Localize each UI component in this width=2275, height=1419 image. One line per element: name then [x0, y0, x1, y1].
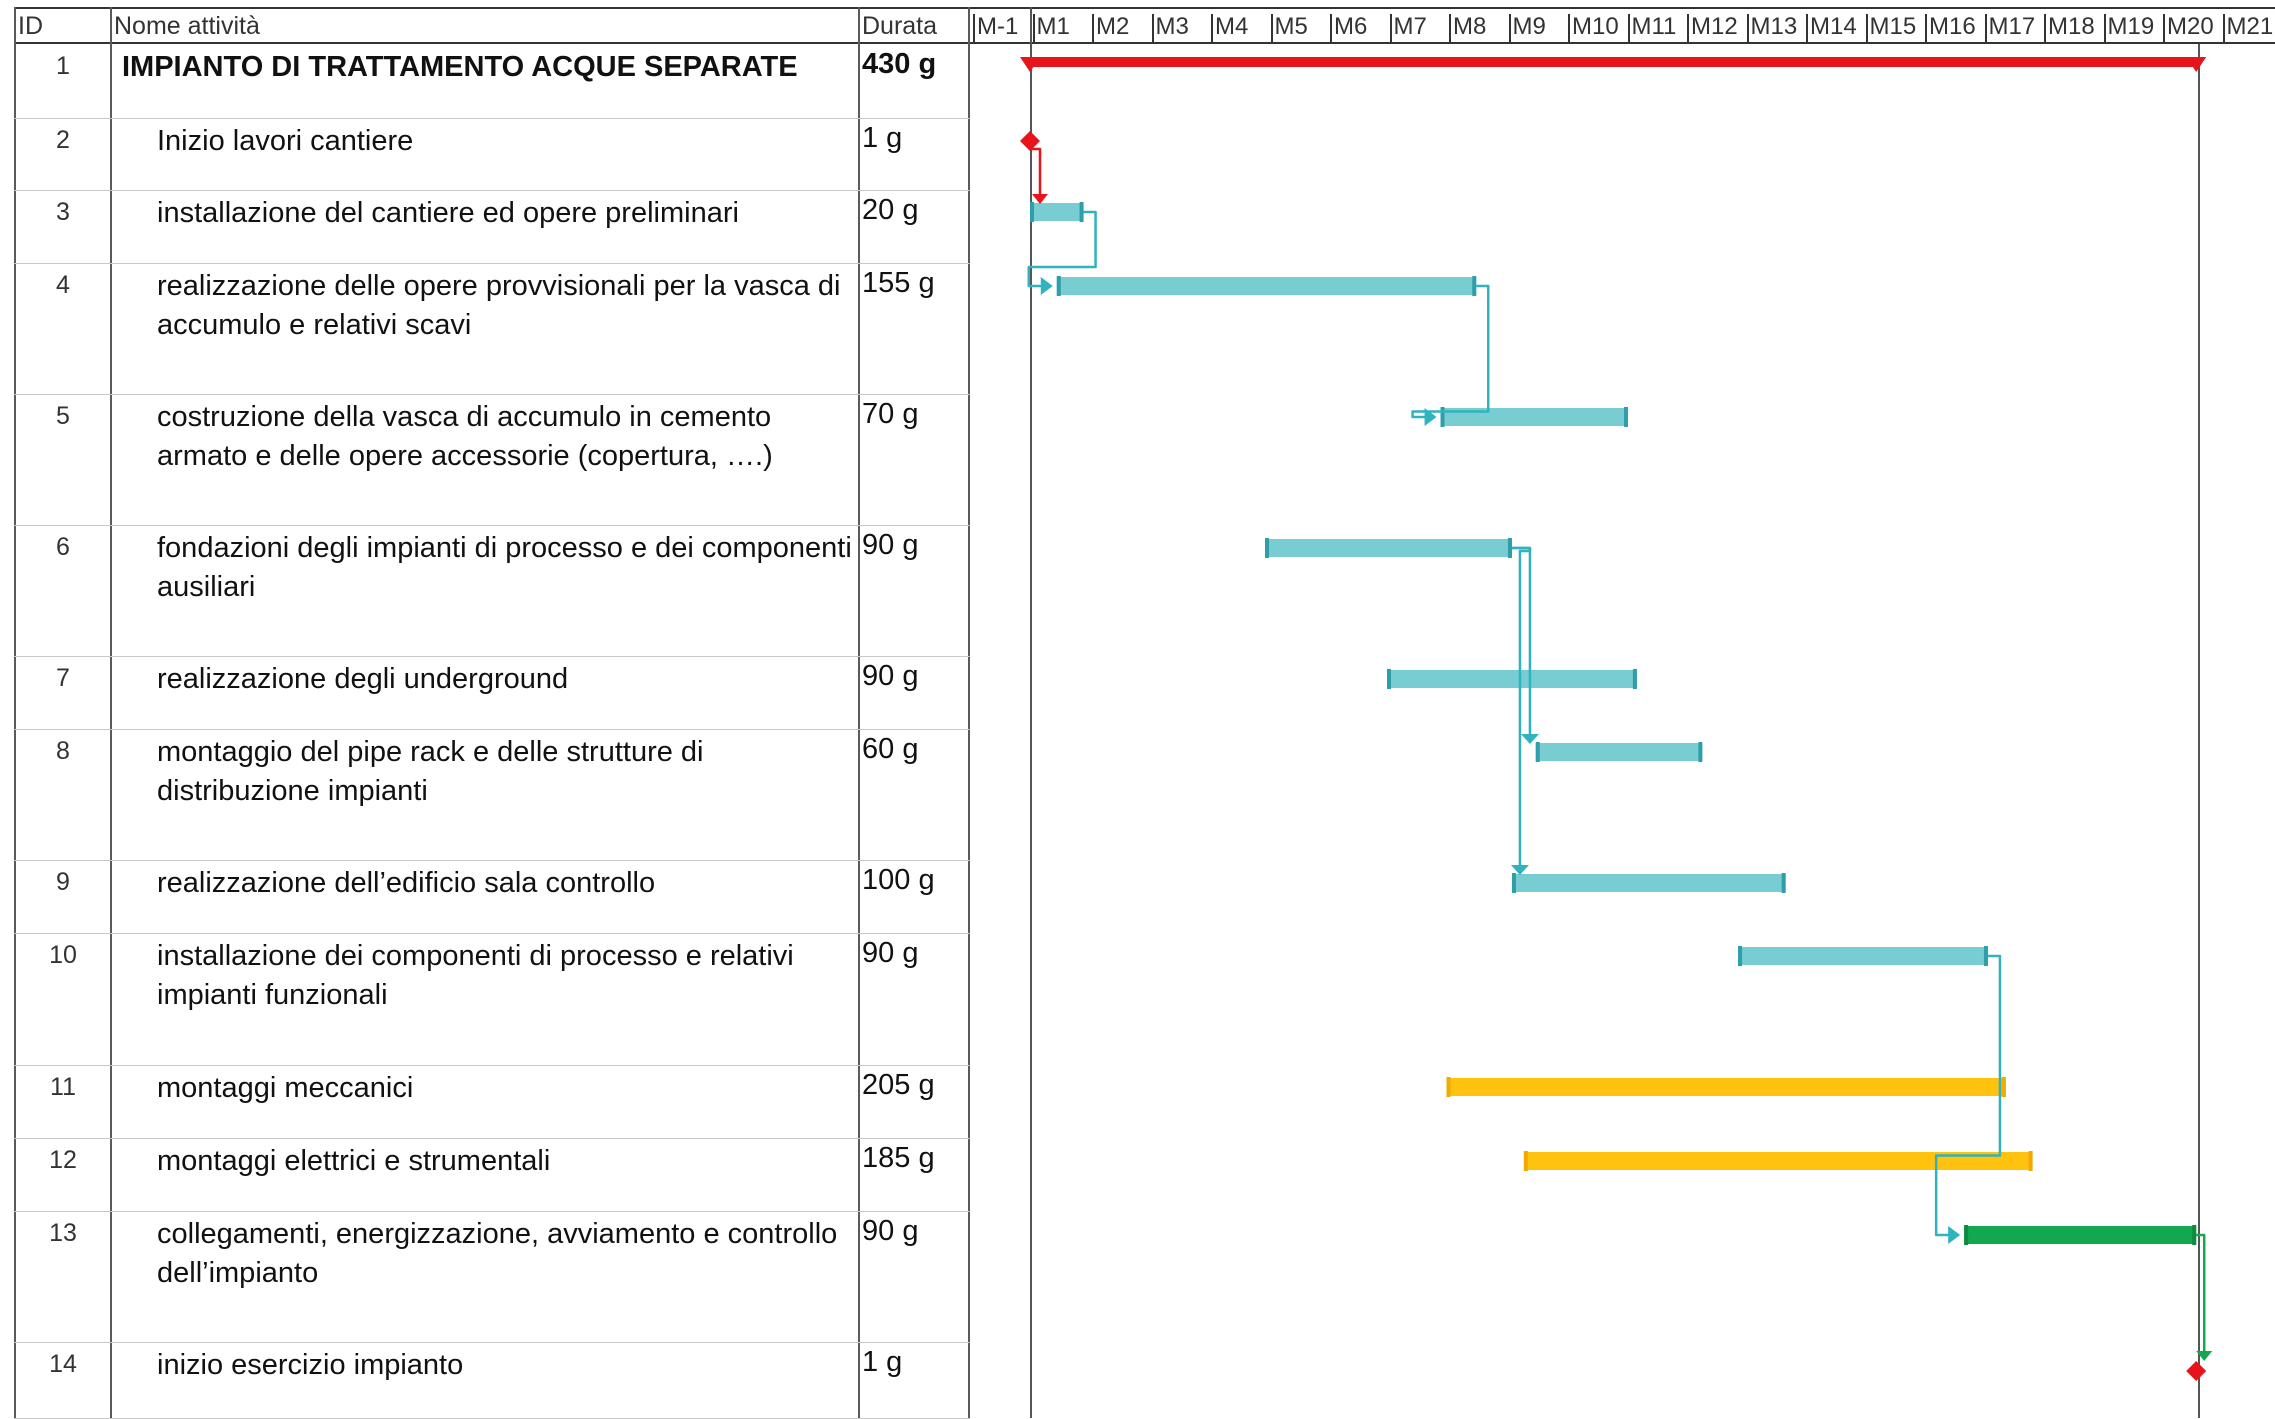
- task-bar-end-mark: [2002, 1077, 2006, 1097]
- task-bar-start-mark: [1387, 669, 1391, 689]
- task-bar: [1265, 539, 1512, 557]
- task-name[interactable]: IMPIANTO DI TRATTAMENTO ACQUE SEPARATE: [122, 51, 798, 83]
- task-bar: [1057, 277, 1476, 295]
- task-id: 12: [49, 1146, 77, 1174]
- task-bar-end-mark: [1633, 669, 1637, 689]
- task-name[interactable]: inizio esercizio impianto: [157, 1349, 464, 1381]
- task-duration: 185 g: [862, 1142, 935, 1174]
- month-label: M5: [1274, 13, 1308, 40]
- task-bar: [1536, 743, 1703, 761]
- task-bar-start-mark: [1441, 407, 1445, 427]
- task-bar-end-mark: [2029, 1151, 2033, 1171]
- month-label: M18: [2048, 13, 2095, 40]
- task-bar-end-mark: [1624, 407, 1628, 427]
- month-label: M11: [1631, 13, 1677, 40]
- task-duration: 100 g: [862, 864, 935, 896]
- month-label: M15: [1869, 13, 1917, 40]
- month-label: M1: [1036, 13, 1070, 40]
- task-bar: [1387, 670, 1637, 688]
- month-label: M20: [2167, 13, 2214, 40]
- milestone-diamond: [2186, 1361, 2206, 1381]
- task-name[interactable]: installazione dei componenti di processo e relativi impianti funzionali: [157, 940, 794, 1011]
- task-id: 11: [50, 1073, 76, 1101]
- task-name[interactable]: montaggi meccanici: [157, 1072, 414, 1104]
- month-label: M10: [1572, 13, 1619, 40]
- task-duration: 20 g: [862, 194, 919, 226]
- summary-bar: [1030, 57, 2196, 67]
- month-label: M2: [1096, 13, 1130, 40]
- dependency-arrowhead: [1948, 1226, 1960, 1244]
- task-id: 2: [56, 126, 70, 154]
- task-bar-end-mark: [2192, 1225, 2196, 1245]
- task-duration: 90 g: [862, 937, 919, 969]
- task-bar-end-mark: [1472, 276, 1476, 296]
- task-duration: 90 g: [862, 1215, 919, 1247]
- task-duration: 60 g: [862, 733, 919, 765]
- task-name[interactable]: Inizio lavori cantiere: [157, 125, 414, 157]
- task-name[interactable]: realizzazione delle opere provvisionali per la vasca di accumulo e relativi scavi: [157, 270, 841, 341]
- month-label: M16: [1929, 13, 1976, 40]
- task-bar: [1447, 1078, 2006, 1096]
- task-bar-start-mark: [1536, 742, 1540, 762]
- task-name[interactable]: installazione del cantiere ed opere preliminari: [157, 197, 739, 229]
- month-label: M13: [1750, 13, 1798, 40]
- task-id: 5: [56, 402, 70, 430]
- task-bar-end-mark: [1508, 538, 1512, 558]
- task-bar-start-mark: [1738, 946, 1742, 966]
- task-id: 6: [56, 533, 70, 561]
- task-bar: [1512, 874, 1786, 892]
- task-bar-end-mark: [1782, 873, 1786, 893]
- task-bar-start-mark: [1265, 538, 1269, 558]
- task-id: 7: [56, 664, 70, 692]
- task-bar-start-mark: [1964, 1225, 1968, 1245]
- task-name[interactable]: montaggio del pipe rack e delle strutture di distribuzione impianti: [157, 736, 704, 807]
- task-id: 13: [49, 1219, 77, 1247]
- month-label: M21: [2226, 13, 2274, 40]
- task-bar: [1964, 1226, 2196, 1244]
- dependency-link: [2196, 1235, 2204, 1353]
- dependency-arrowhead: [1041, 277, 1053, 295]
- task-bar-end-mark: [1984, 946, 1988, 966]
- task-duration: 205 g: [862, 1069, 935, 1101]
- task-bar-start-mark: [1057, 276, 1061, 296]
- dependency-link: [1512, 548, 1530, 867]
- task-id: 1: [56, 52, 70, 80]
- task-name[interactable]: collegamenti, energizzazione, avviamento e controllo dell’impianto: [157, 1218, 838, 1289]
- month-label: M4: [1215, 13, 1249, 40]
- task-id: 10: [49, 941, 77, 969]
- task-duration: 90 g: [862, 529, 919, 561]
- month-label: M3: [1155, 13, 1189, 40]
- task-duration: 70 g: [862, 398, 919, 430]
- task-name[interactable]: costruzione della vasca di accumulo in cemento armato e delle opere accessorie (copertura, ….): [157, 401, 773, 472]
- month-label: M-1: [977, 13, 1019, 40]
- task-id: 14: [49, 1350, 77, 1378]
- dependency-arrowhead: [1032, 194, 1048, 204]
- task-bar-start-mark: [1512, 873, 1516, 893]
- task-bar-start-mark: [1030, 202, 1034, 222]
- task-id: 8: [56, 737, 70, 765]
- dependency-link: [1413, 286, 1489, 417]
- task-bar-end-mark: [1698, 742, 1702, 762]
- month-label: M8: [1453, 13, 1487, 40]
- task-duration: 1 g: [862, 1346, 903, 1378]
- month-label: M9: [1512, 13, 1546, 40]
- dependency-link: [1029, 212, 1096, 286]
- header-task-name: Nome attività: [114, 12, 260, 40]
- task-duration: 1 g: [862, 122, 903, 154]
- task-bar: [1738, 947, 1988, 965]
- task-name[interactable]: realizzazione dell’edificio sala controllo: [157, 867, 656, 899]
- header-duration: Durata: [862, 12, 938, 40]
- task-bar-start-mark: [1447, 1077, 1451, 1097]
- task-bar-start-mark: [1524, 1151, 1528, 1171]
- task-name[interactable]: fondazioni degli impianti di processo e dei componenti ausiliari: [157, 532, 852, 603]
- month-label: M12: [1691, 13, 1738, 40]
- task-duration: 155 g: [862, 267, 935, 299]
- month-label: M17: [1988, 13, 2036, 40]
- task-duration: 90 g: [862, 660, 919, 692]
- month-label: M19: [2107, 13, 2155, 40]
- task-id: 3: [56, 198, 70, 226]
- dependency-arrowhead: [2196, 1351, 2212, 1361]
- task-duration: 430 g: [862, 48, 937, 80]
- month-label: M7: [1393, 13, 1427, 40]
- month-label: M14: [1810, 13, 1857, 40]
- header-id: ID: [18, 12, 43, 40]
- task-bar: [1030, 203, 1084, 221]
- task-id: 9: [56, 868, 70, 896]
- task-id: 4: [56, 271, 70, 299]
- dependency-link: [1030, 149, 1040, 196]
- task-name[interactable]: realizzazione degli underground: [157, 663, 569, 695]
- month-label: M6: [1334, 13, 1368, 40]
- task-bar-end-mark: [1080, 202, 1084, 222]
- task-name[interactable]: montaggi elettrici e strumentali: [157, 1145, 551, 1177]
